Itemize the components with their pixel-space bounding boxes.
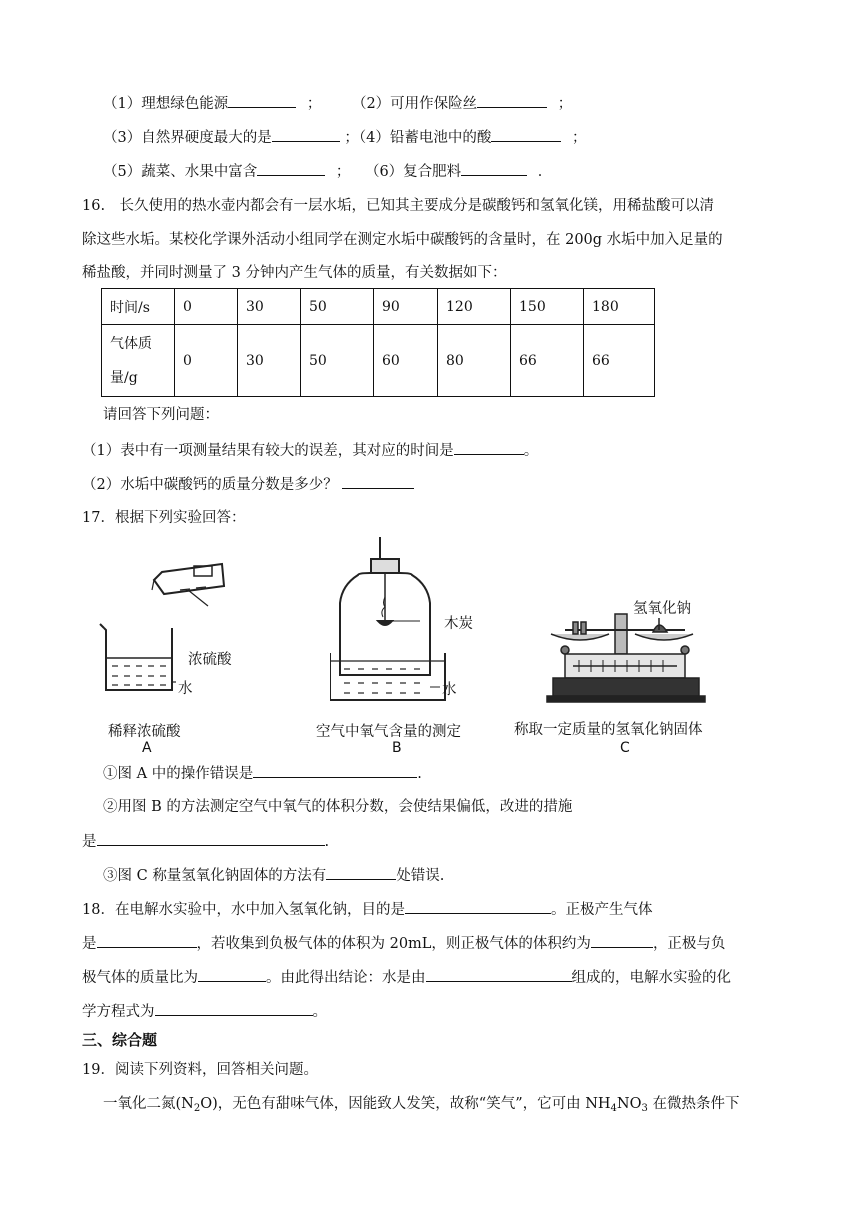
q18-line-2 bbox=[82, 933, 725, 954]
punct: ； bbox=[571, 130, 587, 146]
table-cell: 66 bbox=[511, 325, 584, 397]
table-cell: 90 bbox=[374, 289, 438, 325]
table-cell: 80 bbox=[438, 325, 511, 397]
q17-sub-3-text: ③图 C 称量氢氧化钠固体的方法有 bbox=[103, 868, 327, 884]
answer-blank[interactable] bbox=[228, 93, 296, 108]
q15-item-2: （2）可用作保险丝 bbox=[351, 96, 478, 112]
answer-blank[interactable] bbox=[426, 967, 572, 982]
figure-b-bell-jar-icon bbox=[330, 535, 450, 710]
q17-sub-1 bbox=[103, 763, 422, 784]
q18-text: 18．在电解水实验中，水中加入氢氧化钠，目的是 bbox=[82, 902, 405, 918]
callout-charcoal: 木炭 bbox=[444, 616, 473, 632]
q18-text: ，正极与负 bbox=[652, 936, 726, 952]
table-row-time bbox=[102, 289, 655, 325]
q19-intro: 19．阅读下列资料，回答相关问题。 bbox=[82, 1062, 318, 1078]
figure-c-letter: C bbox=[620, 740, 630, 756]
answer-blank[interactable] bbox=[198, 967, 266, 982]
answer-blank[interactable] bbox=[454, 440, 524, 455]
figure-c-balance-icon bbox=[545, 600, 715, 705]
q18-text: 组成的，电解水实验的化 bbox=[571, 970, 731, 986]
punct: ； bbox=[306, 96, 322, 112]
table-cell: 150 bbox=[511, 289, 584, 325]
q17-intro: 17．根据下列实验回答： bbox=[82, 510, 246, 526]
answer-blank[interactable] bbox=[97, 933, 197, 948]
q16-sub-1 bbox=[82, 440, 538, 461]
q15-item-3: （3）自然界硬度最大的是 bbox=[103, 130, 272, 146]
q16-prompt: 请回答下列问题： bbox=[103, 407, 219, 423]
answer-blank[interactable] bbox=[326, 865, 396, 880]
q16-sub-2 bbox=[82, 474, 414, 495]
figure-b-letter: B bbox=[392, 740, 402, 756]
table-row-mass bbox=[102, 325, 655, 397]
q18-text: 极气体的质量比为 bbox=[82, 970, 198, 986]
callout-sulfuric-acid: 浓硫酸 bbox=[188, 652, 232, 668]
answer-blank[interactable] bbox=[257, 161, 325, 176]
subscript: 3 bbox=[641, 1103, 648, 1114]
q17-sub-2-lead: 是 bbox=[82, 834, 97, 850]
q15-row-3 bbox=[103, 161, 552, 182]
answer-blank[interactable] bbox=[342, 474, 414, 489]
table-header-mass bbox=[102, 325, 175, 397]
figure-a-caption: 稀释浓硫酸 bbox=[108, 724, 181, 740]
table-cell: 66 bbox=[584, 325, 655, 397]
table-cell: 180 bbox=[584, 289, 655, 325]
subscript: 2 bbox=[193, 1103, 201, 1114]
q18-text: 学方程式为 bbox=[82, 1004, 155, 1020]
q15-item-1: （1）理想绿色能源 bbox=[103, 96, 229, 112]
answer-blank[interactable] bbox=[477, 93, 547, 108]
answer-blank[interactable] bbox=[253, 763, 417, 778]
callout-water-a: 水 bbox=[178, 681, 193, 697]
q19-text: 一氧化二氮(N bbox=[103, 1096, 194, 1112]
header-text: 气体质 bbox=[110, 335, 152, 352]
callout-water-b: 水 bbox=[442, 682, 457, 698]
callout-naoh: 氢氧化钠 bbox=[633, 601, 691, 617]
punct: . bbox=[324, 834, 330, 850]
answer-blank[interactable] bbox=[591, 933, 653, 948]
answer-blank[interactable] bbox=[97, 831, 325, 846]
q18-text: 。正极产生气体 bbox=[550, 902, 653, 918]
q17-sub-2: ②用图 B 的方法测定空气中氧气的体积分数，会使结果偏低，改进的措施 bbox=[103, 799, 573, 815]
table-cell: 60 bbox=[374, 325, 438, 397]
q15-row-1 bbox=[103, 93, 572, 114]
q17-sub-1-text: ①图 A 中的操作错误是 bbox=[103, 766, 254, 782]
q15-item-6: （6）复合肥料 bbox=[364, 164, 462, 180]
table-cell: 50 bbox=[301, 325, 374, 397]
q16-sub-2-text: （2）水垢中碳酸钙的质量分数是多少？ bbox=[82, 477, 338, 493]
answer-blank[interactable] bbox=[491, 127, 561, 142]
q16-sub-1-text: （1）表中有一项测量结果有较大的误差，其对应的时间是 bbox=[82, 443, 454, 459]
header-text: 量/g bbox=[110, 369, 138, 386]
q15-row-2 bbox=[103, 127, 586, 148]
q15-item-5: （5）蔬菜、水果中富含 bbox=[103, 164, 258, 180]
q18-text: 。由此得出结论：水是由 bbox=[266, 970, 426, 986]
q18-text: 是 bbox=[82, 936, 97, 952]
q18-line-3 bbox=[82, 967, 731, 988]
q16-line-1: 16. 长久使用的热水壶内都会有一层水垢，已知其主要成分是碳酸钙和氢氧化镁，用稀盐酸可以清 bbox=[82, 198, 715, 214]
answer-blank[interactable] bbox=[405, 899, 551, 914]
table-cell: 120 bbox=[438, 289, 511, 325]
q18-text: ，若收集到负极气体的体积为 20mL，则正极气体的体积约为 bbox=[196, 936, 591, 952]
q16-line-2: 除这些水垢。某校化学课外活动小组同学在测定水垢中碳酸钙的含量时，在 200g 水垢中加入足量的 bbox=[82, 232, 723, 248]
q18-line-1 bbox=[82, 899, 652, 920]
subscript: 4 bbox=[610, 1103, 617, 1114]
table-cell: 0 bbox=[175, 289, 238, 325]
table-cell: 30 bbox=[238, 289, 301, 325]
figure-b-caption: 空气中氧气含量的测定 bbox=[316, 724, 461, 740]
section-heading: 三、综合题 bbox=[82, 1031, 158, 1049]
q16-line-3: 稀盐酸，并同时测量了 3 分钟内产生气体的质量，有关数据如下： bbox=[82, 265, 507, 281]
q19-text: O)，无色有甜味气体，因能致人发笑，故称“笑气”，它可由 NH bbox=[200, 1096, 611, 1112]
table-header-time: 时间/s bbox=[102, 289, 175, 325]
q18-line-4 bbox=[82, 1001, 327, 1022]
punct: ． bbox=[537, 164, 553, 180]
q19-text: 在微热条件下 bbox=[647, 1096, 740, 1112]
punct: ； bbox=[557, 96, 573, 112]
q18-text: 。 bbox=[312, 1004, 327, 1020]
q17-sub-3-tail: 处错误. bbox=[396, 868, 445, 884]
punct: 。 bbox=[523, 443, 539, 459]
table-cell: 0 bbox=[175, 325, 238, 397]
figure-c-caption: 称取一定质量的氢氧化钠固体 bbox=[514, 722, 703, 738]
data-table bbox=[101, 288, 655, 397]
answer-blank[interactable] bbox=[155, 1001, 313, 1016]
answer-blank[interactable] bbox=[461, 161, 527, 176]
q17-sub-3 bbox=[103, 865, 444, 886]
q19-paragraph bbox=[103, 1094, 739, 1119]
q19-text: NO bbox=[616, 1096, 642, 1112]
figure-a-letter: A bbox=[142, 740, 152, 756]
figure-a-bottle-icon bbox=[150, 560, 230, 620]
q17-sub-2-cont bbox=[82, 831, 329, 852]
table-cell: 30 bbox=[238, 325, 301, 397]
punct: ； bbox=[335, 164, 351, 180]
table-cell: 50 bbox=[301, 289, 374, 325]
q15-item-4: ；（4）铅蓄电池中的酸 bbox=[344, 130, 492, 146]
punct: . bbox=[417, 766, 422, 782]
answer-blank[interactable] bbox=[272, 127, 340, 142]
